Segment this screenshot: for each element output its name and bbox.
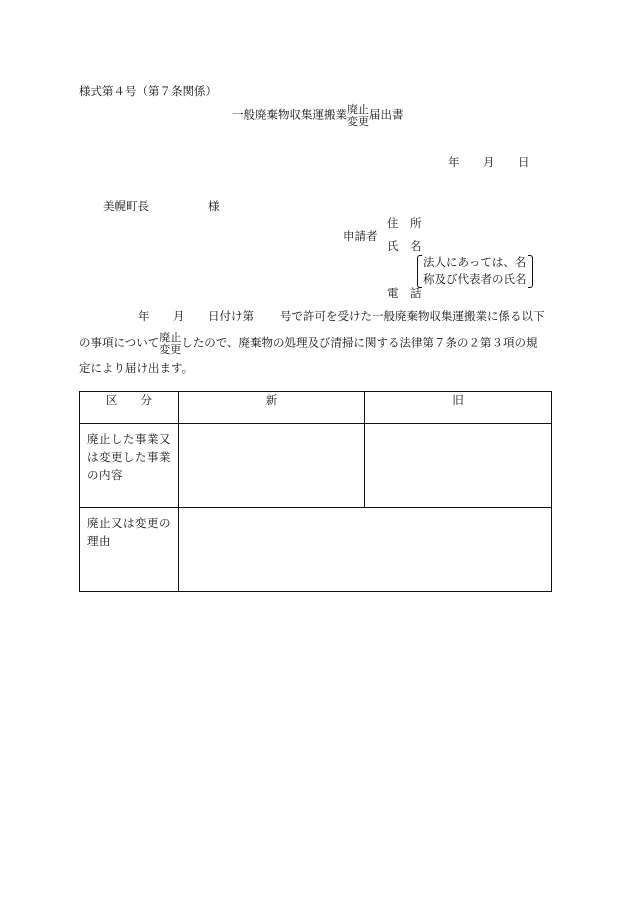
table-header-row (80, 392, 552, 424)
row-reason-field[interactable] (179, 508, 552, 592)
body-line2 (79, 332, 538, 355)
body-line2-pre: の事項について (79, 335, 160, 350)
document-title (232, 104, 404, 127)
applicant-note-line2: 称及び代表者の氏名 (423, 272, 527, 287)
date-year-label: 年 (448, 155, 460, 169)
row-content-old-field[interactable] (365, 424, 552, 508)
date-day-label: 日 (518, 155, 530, 169)
date-month-label: 月 (483, 155, 495, 169)
addressee-name: 美幌町長 (103, 199, 149, 213)
applicant-label: 申請者 (343, 229, 378, 243)
body-option-stack (159, 332, 181, 355)
applicant-phone-label: 電 話 (387, 286, 422, 300)
title-prefix: 一般廃棄物収集運搬業 (232, 107, 347, 122)
table-row-content (80, 424, 552, 508)
body-option-abolish: 廃止 (159, 331, 182, 344)
addressee-honorific: 様 (208, 199, 220, 213)
title-suffix: 届出書 (369, 107, 404, 122)
title-option-change: 変更 (347, 114, 369, 128)
header-old: 旧 (365, 392, 552, 424)
applicant-name-note (423, 254, 527, 289)
header-new: 新 (179, 392, 365, 424)
applicant-name-label: 氏 名 (387, 239, 422, 253)
applicant-note-line1: 法人にあっては、名 (423, 255, 527, 269)
body-date-label: 日付け第 (208, 309, 254, 323)
body-month-label: 月 (173, 309, 185, 323)
body-option-change: 変更 (159, 342, 182, 356)
notification-table (79, 391, 552, 592)
row-reason-label: 廃止又は変更の理由 (80, 508, 179, 592)
row-content-label: 廃止した事業又は変更した事業の内容 (80, 424, 179, 508)
form-number: 様式第４号（第７条関係） (79, 84, 217, 98)
title-option-stack (347, 104, 369, 127)
title-option-abolish: 廃止 (347, 103, 369, 116)
row-content-new-field[interactable] (179, 424, 365, 508)
body-line2-post: したので、廃棄物の処理及び清掃に関する法律第７条の２第３項の規 (181, 335, 538, 350)
body-year-label: 年 (138, 309, 150, 323)
header-division: 区 分 (80, 392, 179, 424)
body-line1-text: 号で許可を受けた一般廃棄物収集運搬業に係る以下 (280, 309, 545, 323)
applicant-address-label: 住 所 (387, 216, 422, 230)
table-row-reason (80, 508, 552, 592)
body-line3: 定により届け出ます。 (79, 361, 194, 375)
